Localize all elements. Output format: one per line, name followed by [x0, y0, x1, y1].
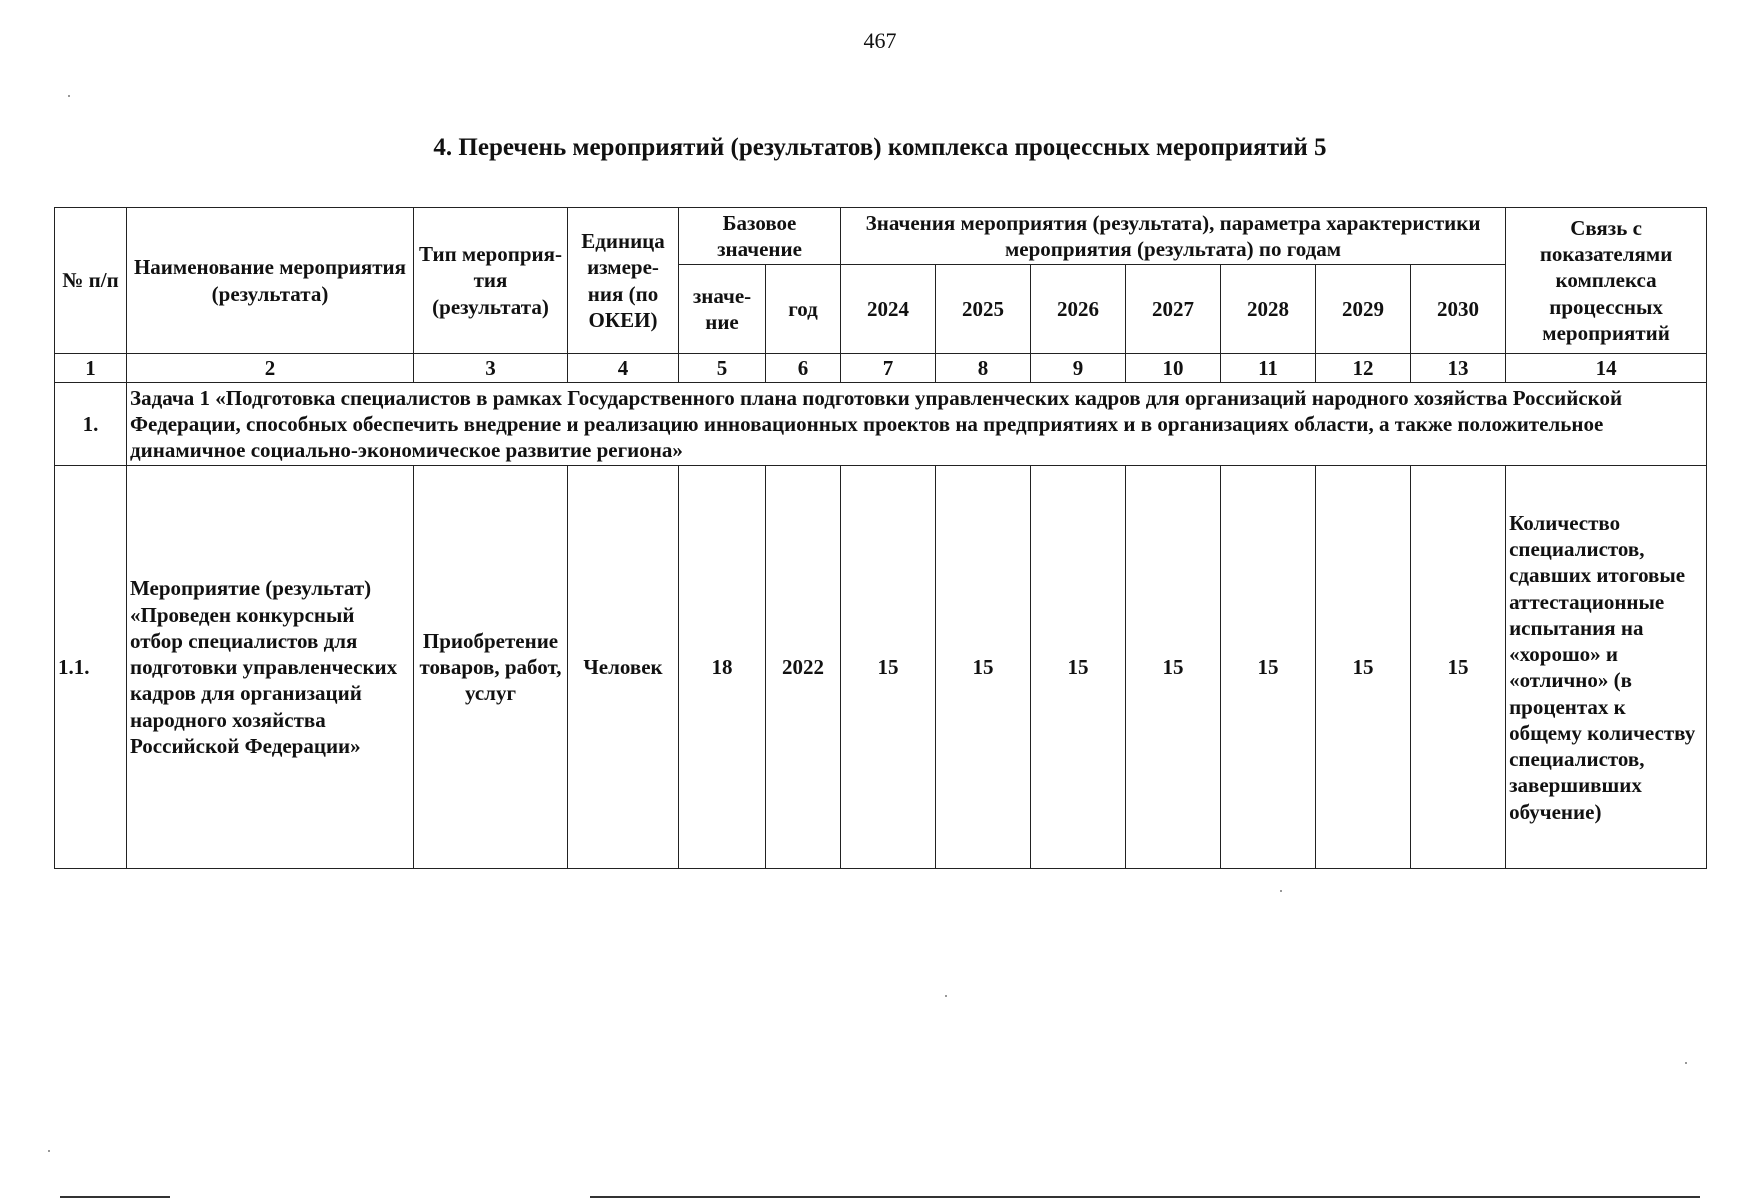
column-number: 6: [766, 354, 841, 383]
scan-speck: [945, 995, 947, 997]
header-base-year: год: [766, 265, 841, 354]
column-number: 4: [568, 354, 679, 383]
header-year: 2027: [1126, 265, 1221, 354]
column-number: 10: [1126, 354, 1221, 383]
row-year-value: 15: [1221, 466, 1316, 869]
header-year: 2025: [936, 265, 1031, 354]
row-unit: Человек: [568, 466, 679, 869]
row-type: Приобретение товаров, работ, услуг: [414, 466, 568, 869]
header-year: 2029: [1316, 265, 1411, 354]
scan-edge-line: [590, 1196, 1700, 1198]
scan-speck: [1685, 1062, 1687, 1064]
scan-speck: [68, 95, 70, 97]
column-number: 2: [127, 354, 414, 383]
task-number: 1.: [55, 383, 127, 466]
header-year: 2024: [841, 265, 936, 354]
header-year: 2030: [1411, 265, 1506, 354]
header-unit: Единица измере-ния (по ОКЕИ): [568, 208, 679, 354]
header-num: № п/п: [55, 208, 127, 354]
task-row: [55, 383, 1707, 466]
column-number: 3: [414, 354, 568, 383]
scan-speck: [1280, 890, 1282, 892]
column-number-row: [55, 354, 1707, 383]
column-number: 8: [936, 354, 1031, 383]
row-year-value: 15: [841, 466, 936, 869]
column-number: 9: [1031, 354, 1126, 383]
row-name: Мероприятие (результат) «Проведен конкурсный отбор специалистов для подготовки управленческих кадров для организаций народного хозяйства Российской Федерации»: [127, 466, 414, 869]
row-year-value: 15: [936, 466, 1031, 869]
header-row: [55, 208, 1707, 265]
scan-edge-line: [60, 1196, 170, 1198]
row-base-value: 18: [679, 466, 766, 869]
row-year-value: 15: [1031, 466, 1126, 869]
column-number: 5: [679, 354, 766, 383]
task-text: Задача 1 «Подготовка специалистов в рамках Государственного плана подготовки управленческих кадров для организаций народного хозяйства Российской Федерации, способных обеспечить внедрение и реализацию инновационных проектов на предприятиях и в организациях области, а также положительное динамичное социально-экономическое развитие региона»: [127, 383, 1707, 466]
header-type: Тип мероприя-тия (результата): [414, 208, 568, 354]
column-number: 13: [1411, 354, 1506, 383]
row-number: 1.1.: [55, 466, 127, 869]
column-number: 7: [841, 354, 936, 383]
header-name: Наименование мероприятия (результата): [127, 208, 414, 354]
row-link: Количество специалистов, сдавших итоговые аттестационные испытания на «хорошо» и «отлично» (в процентах к общему количеству специалистов, завершивших обучение): [1506, 466, 1707, 869]
page-title: 4. Перечень мероприятий (результатов) комплекса процессных мероприятий 5: [433, 134, 1327, 161]
row-base-year: 2022: [766, 466, 841, 869]
scan-speck: [48, 1150, 50, 1152]
header-year: 2026: [1031, 265, 1126, 354]
header-base-value: значе-ние: [679, 265, 766, 354]
header-link: Связь с показателями комплекса процессных мероприятий: [1506, 208, 1707, 354]
row-year-value: 15: [1126, 466, 1221, 869]
header-values-by-year: Значения мероприятия (результата), параметра характеристики мероприятия (результата) по годам: [841, 208, 1506, 265]
column-number: 12: [1316, 354, 1411, 383]
header-base: Базовое значение: [679, 208, 841, 265]
page-number: 467: [863, 28, 897, 53]
column-number: 14: [1506, 354, 1707, 383]
header-year: 2028: [1221, 265, 1316, 354]
row-year-value: 15: [1316, 466, 1411, 869]
column-number: 11: [1221, 354, 1316, 383]
row-year-value: 15: [1411, 466, 1506, 869]
column-number: 1: [55, 354, 127, 383]
table-row: [55, 466, 1707, 869]
activities-table: [54, 207, 1707, 869]
